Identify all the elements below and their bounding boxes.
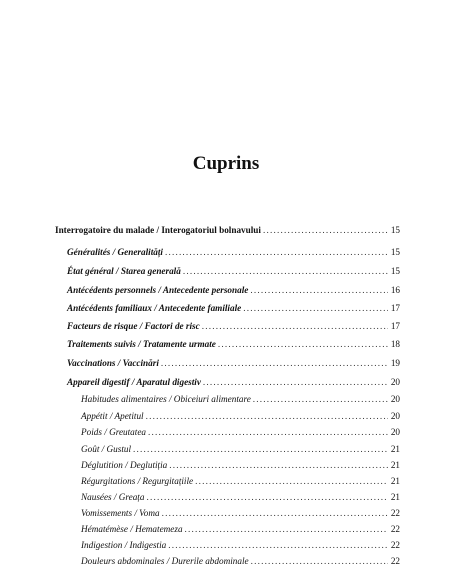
toc-entry [81, 475, 400, 487]
toc-leader-dots [183, 265, 388, 277]
toc-entry [81, 555, 400, 567]
toc-entry [67, 357, 400, 369]
toc-entry [81, 393, 400, 405]
toc-entry-label: Appareil digestif / Aparatul digestiv [67, 377, 201, 387]
toc-leader-dots [243, 302, 388, 314]
toc-entry-page: 21 [390, 476, 400, 486]
toc-entry-page: 21 [390, 460, 400, 470]
toc-entry-label: Antécédents personnels / Antecedente personale [67, 285, 249, 295]
toc-entry-page: 22 [390, 540, 400, 550]
toc-entry-page: 15 [390, 266, 400, 276]
toc-leader-dots [185, 523, 388, 535]
toc-entry [55, 224, 400, 236]
toc-entry-label: Régurgitations / Regurgitațiile [81, 476, 194, 486]
toc-leader-dots [133, 443, 388, 455]
toc-leader-dots [162, 507, 388, 519]
toc-leader-dots [195, 475, 388, 487]
toc-entry-page: 19 [390, 358, 400, 368]
toc-leader-dots [165, 246, 388, 258]
toc-entry [81, 443, 400, 455]
toc-entry-label: Hématémèse / Hematemeza [81, 524, 183, 534]
toc-leader-dots [148, 426, 388, 438]
toc-entry-label: Traitements suivis / Tratamente urmate [67, 339, 216, 349]
toc-entry-label: Habitudes alimentaires / Obiceiuri alimentare [81, 394, 251, 404]
toc-leader-dots [218, 338, 388, 350]
toc-entry [81, 523, 400, 535]
toc-entry-label: Déglutition / Deglutiția [81, 460, 168, 470]
toc-entry-page: 15 [390, 225, 400, 235]
toc-entry-label: État général / Starea generală [67, 266, 181, 276]
toc-leader-dots [251, 555, 388, 567]
toc-entry [67, 338, 400, 350]
toc-entry-page: 17 [390, 303, 400, 313]
toc-entry-page: 20 [390, 377, 400, 387]
toc-entry-label: Nausées / Greața [81, 492, 145, 502]
toc-entry-page: 22 [390, 508, 400, 518]
page-title: Cuprins [192, 153, 260, 174]
toc-leader-dots [168, 539, 388, 551]
toc-entry-label: Indigestion / Indigestia [81, 540, 167, 550]
toc-entry-page: 17 [390, 321, 400, 331]
toc-leader-dots [169, 459, 388, 471]
toc-entry-page: 15 [390, 247, 400, 257]
toc-entry [67, 320, 400, 332]
toc-entry-page: 20 [390, 427, 400, 437]
toc-entry-label: Douleurs abdominales / Durerile abdominale [81, 556, 249, 566]
toc-entry-label: Goût / Gustul [81, 444, 132, 454]
toc-entry-page: 16 [390, 285, 400, 295]
toc-leader-dots [250, 284, 388, 296]
toc-entry-page: 22 [390, 556, 400, 566]
toc-entry [67, 376, 400, 388]
toc-entry-label: Vaccinations / Vaccinări [67, 358, 159, 368]
toc-entry-page: 20 [390, 394, 400, 404]
toc-entry-label: Appétit / Apetitul [81, 411, 144, 421]
toc-entry [67, 302, 400, 314]
toc-leader-dots [146, 410, 388, 422]
toc-leader-dots [253, 393, 388, 405]
toc-entry [67, 284, 400, 296]
toc-leader-dots [202, 320, 388, 332]
toc-leader-dots [161, 357, 388, 369]
toc-entry-page: 20 [390, 411, 400, 421]
toc-entry-page: 21 [390, 492, 400, 502]
toc-entry [81, 410, 400, 422]
toc-entry-label: Antécédents familiaux / Antecedente familiale [67, 303, 242, 313]
toc-leader-dots [146, 491, 388, 503]
toc-entry [67, 265, 400, 277]
toc-entry [81, 459, 400, 471]
toc-entry-page: 18 [390, 339, 400, 349]
toc-entry-label: Vomissements / Voma [81, 508, 160, 518]
toc-entry [81, 491, 400, 503]
toc-entry-label: Interrogatoire du malade / Interogatoriul bolnavului [55, 225, 261, 235]
toc-entry [67, 246, 400, 258]
toc-leader-dots [203, 376, 388, 388]
toc-entry [81, 507, 400, 519]
toc-entry-page: 22 [390, 524, 400, 534]
toc-entry-page: 21 [390, 444, 400, 454]
toc-entry [81, 539, 400, 551]
toc-leader-dots [263, 224, 388, 236]
toc-entry-label: Facteurs de risque / Factori de risc [67, 321, 200, 331]
toc-entry-label: Généralités / Generalități [67, 247, 163, 257]
toc-entry-label: Poids / Greutatea [81, 427, 146, 437]
toc-entry [81, 426, 400, 438]
